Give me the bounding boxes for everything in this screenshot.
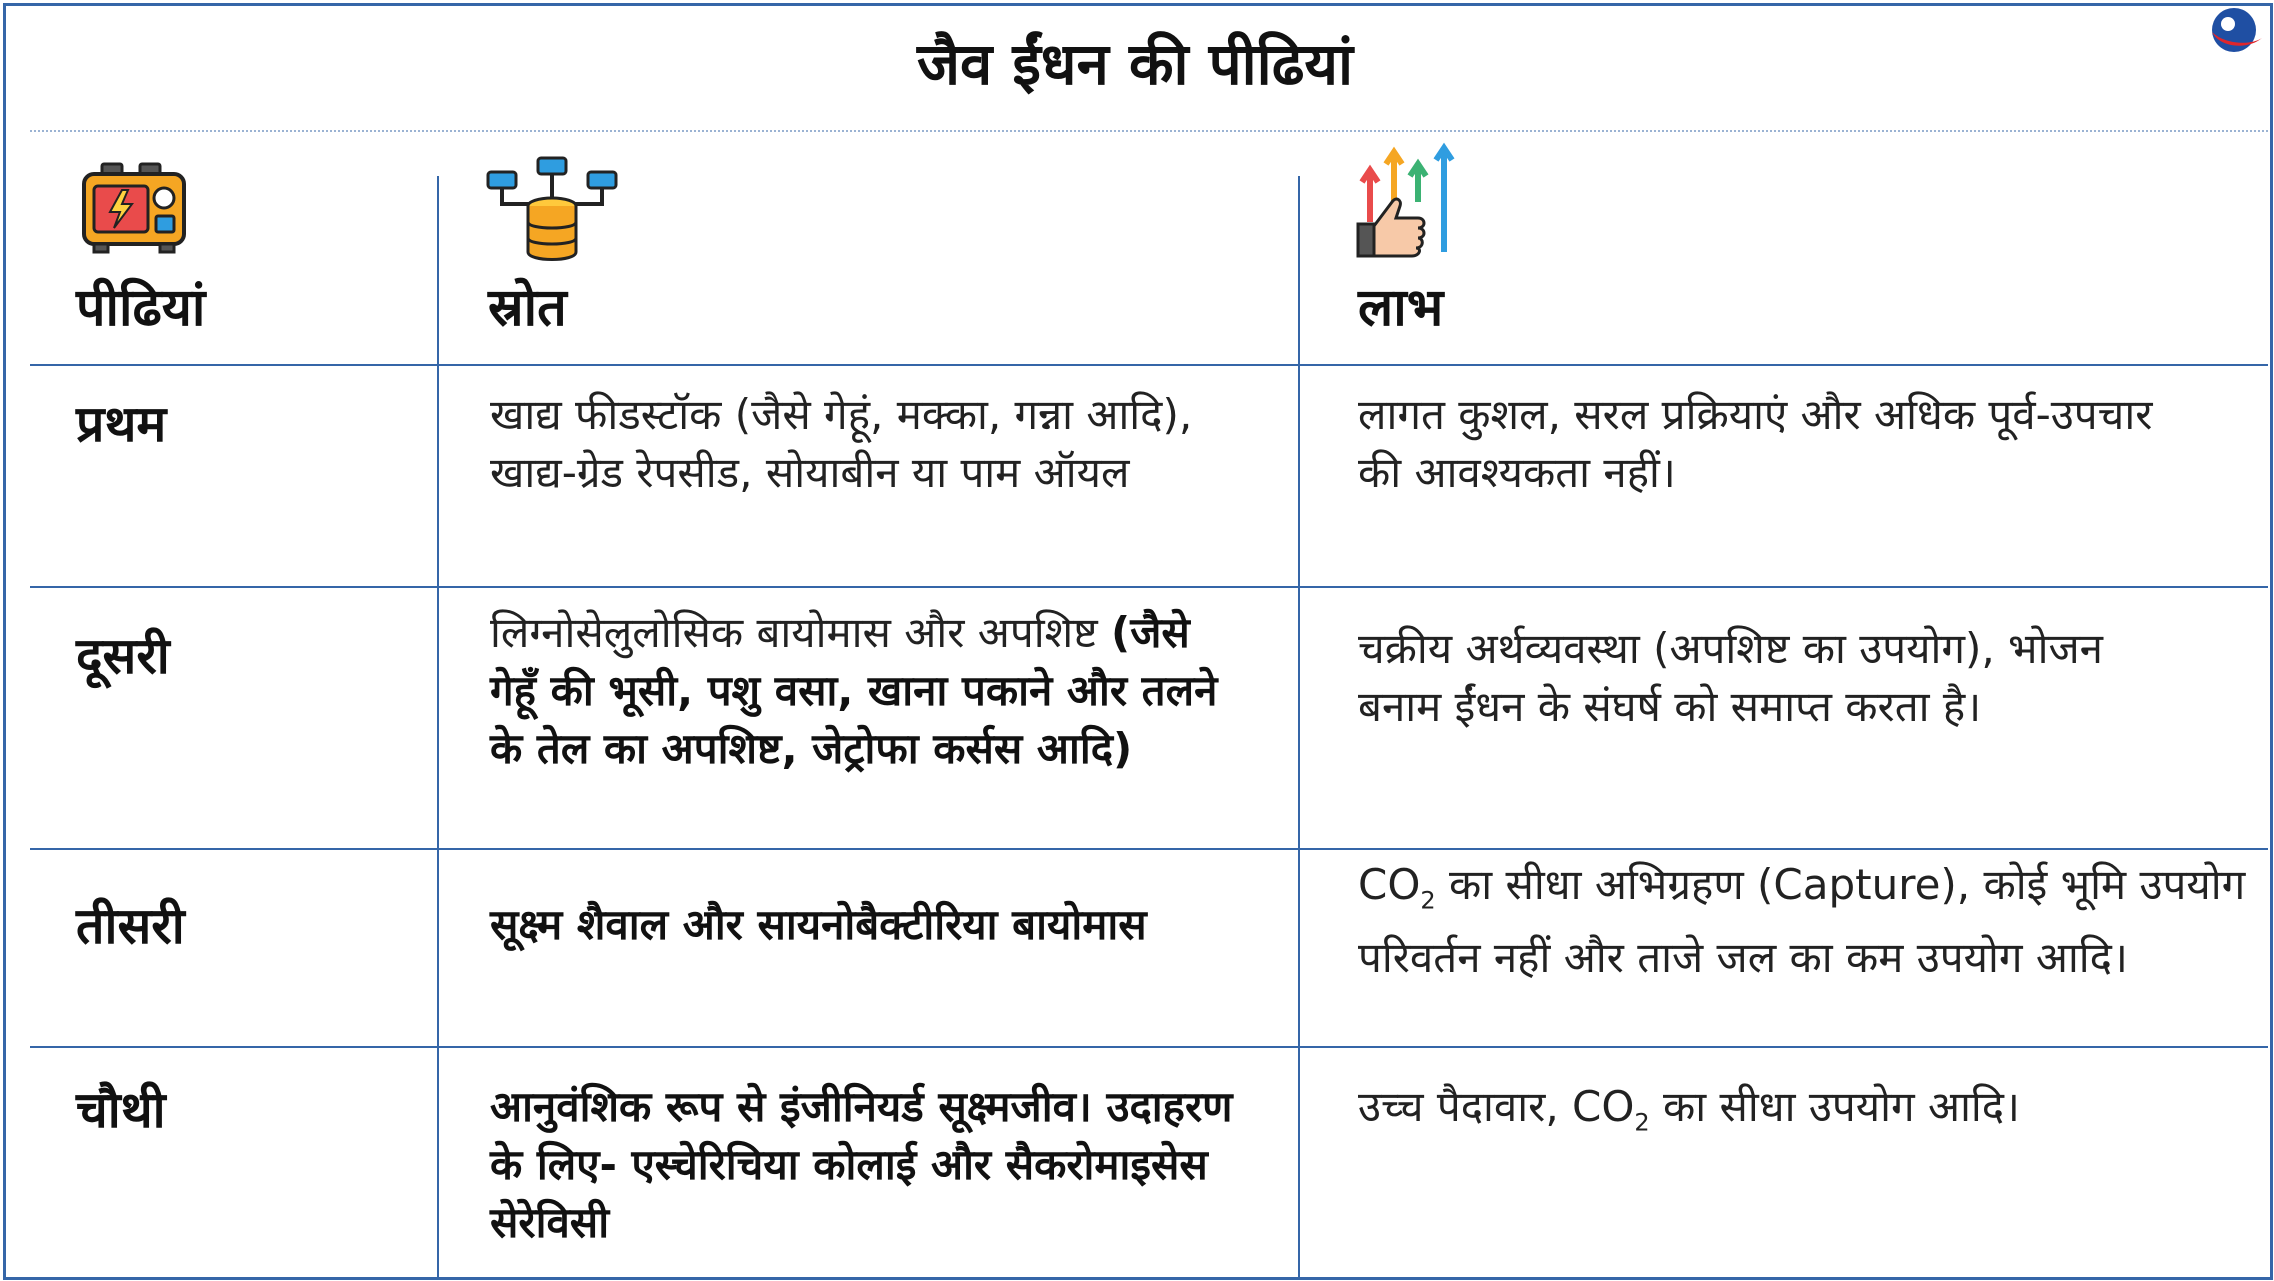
- source-bold-text: सूक्ष्म शैवाल और सायनोबैक्टीरिया बायोमास: [490, 900, 1147, 949]
- source-cell: [490, 896, 1210, 954]
- generation-label: प्रथम: [76, 395, 167, 453]
- generation-label: तीसरी: [76, 897, 185, 955]
- benefit-cell: [1358, 856, 2248, 987]
- benefit-text-continued: का सीधा अभिग्रहण (Capture), कोई भूमि उपयोग परिवर्तन नहीं और ताजे जल का कम उपयोग आदि।: [1358, 860, 2246, 983]
- source-text: खाद्य फीडस्टॉक (जैसे गेहूं, मक्का, गन्ना आदि), खाद्य-ग्रेड रेपसीड, सोयाबीन या पाम ऑयल: [490, 390, 1193, 497]
- co2-subscript: 2: [1634, 1108, 1650, 1137]
- database-network-icon: [484, 154, 620, 266]
- row-divider: [30, 848, 2268, 850]
- column-divider: [1298, 176, 1300, 1277]
- benefit-cell: [1358, 620, 2118, 736]
- header-benefits: लाभ: [1358, 278, 1444, 338]
- benefit-text: CO: [1358, 860, 1421, 909]
- row-divider: [30, 364, 2268, 366]
- header-source: स्रोत: [488, 278, 567, 338]
- thumbs-up-growth-icon: [1352, 142, 1468, 260]
- header-divider: [30, 130, 2268, 132]
- source-bold-text: (जैसे गेहूँ की भूसी, पशु वसा, खाना पकाने और तलने के तेल का अपशिष्ट, जेट्रोफा कर्सस आदि): [490, 608, 1218, 773]
- co2-subscript: 2: [1420, 886, 1436, 915]
- benefit-cell: [1358, 386, 2158, 502]
- page-title: जैव ईंधन की पीढियां: [916, 30, 1354, 98]
- source-cell: [490, 386, 1250, 502]
- source-cell: [490, 1078, 1270, 1252]
- source-cell: [490, 604, 1250, 778]
- benefit-text-continued: का सीधा उपयोग आदि।: [1649, 1082, 2020, 1131]
- benefit-text: चक्रीय अर्थव्यवस्था (अपशिष्ट का उपयोग), भोजन बनाम ईंधन के संघर्ष को समाप्त करता है।: [1358, 624, 2103, 731]
- source-bold-text: आनुवंशिक रूप से इंजीनियर्ड सूक्ष्मजीव। उदाहरण के लिए- एस्चेरिचिया कोलाई और सैकरोमाइसेस सेरेविसी: [490, 1082, 1233, 1247]
- row-divider: [30, 1046, 2268, 1048]
- generator-icon: [78, 158, 190, 258]
- source-text: लिग्नोसेलुलोसिक बायोमास और अपशिष्ट: [490, 608, 1098, 657]
- benefit-text: उच्च पैदावार, CO: [1358, 1082, 1635, 1131]
- header-generation: पीढियां: [76, 278, 206, 338]
- row-divider: [30, 586, 2268, 588]
- benefit-text: लागत कुशल, सरल प्रक्रियाएं और अधिक पूर्व-उपचार की आवश्यकता नहीं।: [1358, 390, 2153, 497]
- generation-label: चौथी: [76, 1081, 166, 1139]
- generation-label: दूसरी: [76, 627, 170, 685]
- benefit-cell: [1358, 1078, 2248, 1151]
- column-divider: [437, 176, 439, 1277]
